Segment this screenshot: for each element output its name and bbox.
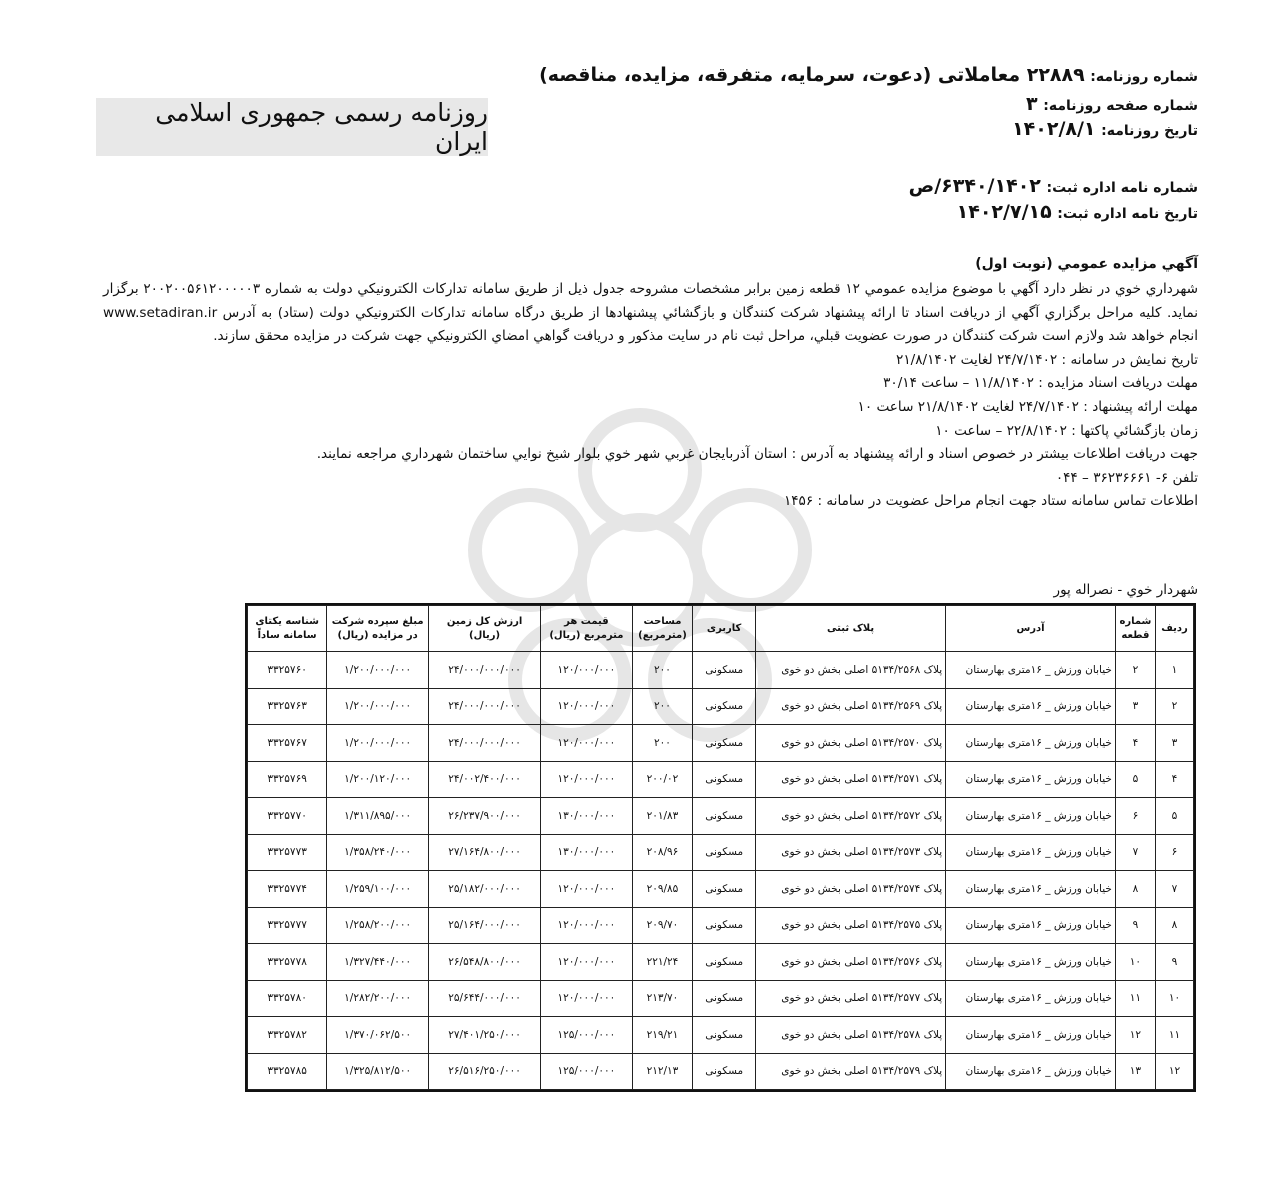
- cell-registry-plate: پلاک ۵۱۳۴/۲۵۷۳ اصلی بخش دو خوی: [756, 834, 946, 871]
- cell-deposit: ۱/۲۵۸/۲۰۰/۰۰۰: [327, 907, 429, 944]
- cell-total-value: ۲۷/۴۰۱/۲۵۰/۰۰۰: [429, 1017, 541, 1054]
- cell-lot-number: ۱۱: [1115, 980, 1155, 1017]
- page-number: [1026, 93, 1198, 115]
- cell-total-value: ۲۷/۱۶۴/۸۰۰/۰۰۰: [429, 834, 541, 871]
- cell-deposit: ۱/۲۰۰/۰۰۰/۰۰۰: [327, 652, 429, 689]
- page-number-label: شماره صفحه روزنامه:: [1043, 98, 1198, 114]
- page-number-value: ۳: [1026, 93, 1038, 115]
- cell-address: خیابان ورزش _ ۱۶متری بهارستان: [946, 1053, 1116, 1090]
- cell-sada-id: ۳۳۲۵۷۷۴: [248, 871, 327, 908]
- cell-registry-plate: پلاک ۵۱۳۴/۲۵۷۷ اصلی بخش دو خوی: [756, 980, 946, 1017]
- col-header-lot-number: شماره قطعه: [1115, 606, 1155, 652]
- registry-date-value: ۱۴۰۲/۷/۱۵: [956, 201, 1052, 223]
- cell-total-value: ۲۵/۱۸۲/۰۰۰/۰۰۰: [429, 871, 541, 908]
- cell-registry-plate: پلاک ۵۱۳۴/۲۵۷۰ اصلی بخش دو خوی: [756, 725, 946, 762]
- cell-address: خیابان ورزش _ ۱۶متری بهارستان: [946, 761, 1116, 798]
- cell-deposit: ۱/۲۰۰/۱۲۰/۰۰۰: [327, 761, 429, 798]
- cell-address: خیابان ورزش _ ۱۶متری بهارستان: [946, 944, 1116, 981]
- cell-sada-id: ۳۳۲۵۷۶۰: [248, 652, 327, 689]
- cell-total-value: ۲۵/۶۴۴/۰۰۰/۰۰۰: [429, 980, 541, 1017]
- cell-deposit: ۱/۳۱۱/۸۹۵/۰۰۰: [327, 798, 429, 835]
- registry-date-label: تاریخ نامه اداره ثبت:: [1057, 206, 1198, 222]
- cell-address: خیابان ورزش _ ۱۶متری بهارستان: [946, 834, 1116, 871]
- cell-lot-number: ۶: [1115, 798, 1155, 835]
- cell-total-value: ۲۶/۲۳۷/۹۰۰/۰۰۰: [429, 798, 541, 835]
- table-row: [248, 652, 1194, 689]
- newspaper-date-value: ۱۴۰۲/۸/۱: [1012, 118, 1096, 140]
- cell-area: ۲۱۹/۲۱: [632, 1017, 693, 1054]
- newspaper-date-label: تاریخ روزنامه:: [1101, 123, 1198, 139]
- cell-deposit: ۱/۳۷۰/۰۶۲/۵۰۰: [327, 1017, 429, 1054]
- cell-total-value: ۲۵/۱۶۴/۰۰۰/۰۰۰: [429, 907, 541, 944]
- cell-address: خیابان ورزش _ ۱۶متری بهارستان: [946, 907, 1116, 944]
- cell-area: ۲۰۹/۷۰: [632, 907, 693, 944]
- cell-sada-id: ۳۳۲۵۷۷۳: [248, 834, 327, 871]
- table-row: [248, 907, 1194, 944]
- notice-line-documents-deadline: مهلت دريافت اسناد مزايده : ۱۱/۸/۱۴۰۲ – ساعت ۳۰/۱۴: [883, 375, 1198, 392]
- cell-lot-number: ۱۰: [1115, 944, 1155, 981]
- cell-usage: مسکونی: [693, 944, 756, 981]
- table-row: [248, 761, 1194, 798]
- col-header-usage: کاربری: [693, 606, 756, 652]
- cell-row-number: ۵: [1155, 798, 1193, 835]
- col-header-address: آدرس: [946, 606, 1116, 652]
- cell-registry-plate: پلاک ۵۱۳۴/۲۵۷۹ اصلی بخش دو خوی: [756, 1053, 946, 1090]
- registry-letter-number: [909, 175, 1198, 197]
- cell-sada-id: ۳۳۲۵۷۶۹: [248, 761, 327, 798]
- cell-address: خیابان ورزش _ ۱۶متری بهارستان: [946, 725, 1116, 762]
- cell-address: خیابان ورزش _ ۱۶متری بهارستان: [946, 652, 1116, 689]
- col-header-sada-id: شناسه یکتای سامانه ساداً: [248, 606, 327, 652]
- newspaper-number-value: ۲۲۸۸۹ معاملاتی (دعوت، سرمایه، متفرقه، مزایده، مناقصه): [539, 64, 1085, 86]
- cell-price-per-meter: ۱۲۵/۰۰۰/۰۰۰: [541, 1017, 633, 1054]
- notice-line-bid-deadline: مهلت ارائه پيشنهاد : ۲۴/۷/۱۴۰۲ لغايت ۲۱/۸/۱۴۰۲ ساعت ۱۰: [857, 398, 1198, 415]
- cell-row-number: ۴: [1155, 761, 1193, 798]
- table-row: [248, 725, 1194, 762]
- cell-usage: مسکونی: [693, 652, 756, 689]
- cell-total-value: ۲۴/۰۰۰/۰۰۰/۰۰۰: [429, 688, 541, 725]
- cell-price-per-meter: ۱۲۰/۰۰۰/۰۰۰: [541, 980, 633, 1017]
- col-header-price-per-meter: قیمت هر مترمربع (ریال): [541, 606, 633, 652]
- cell-sada-id: ۳۳۲۵۷۷۸: [248, 944, 327, 981]
- cell-usage: مسکونی: [693, 871, 756, 908]
- cell-area: ۲۰۰: [632, 688, 693, 725]
- cell-lot-number: ۲: [1115, 652, 1155, 689]
- cell-sada-id: ۳۳۲۵۷۷۷: [248, 907, 327, 944]
- cell-area: ۲۰۰: [632, 725, 693, 762]
- cell-row-number: ۲: [1155, 688, 1193, 725]
- cell-registry-plate: پلاک ۵۱۳۴/۲۵۷۸ اصلی بخش دو خوی: [756, 1017, 946, 1054]
- cell-price-per-meter: ۱۲۰/۰۰۰/۰۰۰: [541, 944, 633, 981]
- notice-body: [103, 278, 1198, 514]
- cell-row-number: ۶: [1155, 834, 1193, 871]
- cell-sada-id: ۳۳۲۵۷۷۰: [248, 798, 327, 835]
- cell-area: ۲۰۱/۸۳: [632, 798, 693, 835]
- cell-usage: مسکونی: [693, 980, 756, 1017]
- newspaper-logo: روزنامه رسمی جمهوری اسلامی ایران: [96, 98, 488, 156]
- cell-area: ۲۰۹/۸۵: [632, 871, 693, 908]
- cell-deposit: ۱/۲۸۲/۲۰۰/۰۰۰: [327, 980, 429, 1017]
- cell-price-per-meter: ۱۲۰/۰۰۰/۰۰۰: [541, 761, 633, 798]
- cell-price-per-meter: ۱۲۵/۰۰۰/۰۰۰: [541, 1053, 633, 1090]
- cell-usage: مسکونی: [693, 834, 756, 871]
- notice-line-opening-time: زمان بازگشائي پاكتها : ۲۲/۸/۱۴۰۲ – ساعت ۱۰: [935, 422, 1198, 439]
- cell-registry-plate: پلاک ۵۱۳۴/۲۵۷۵ اصلی بخش دو خوی: [756, 907, 946, 944]
- cell-lot-number: ۳: [1115, 688, 1155, 725]
- cell-usage: مسکونی: [693, 1017, 756, 1054]
- notice-line-phone: تلفن ۶- ۳۶۲۳۶۶۶۱ – ۰۴۴: [1055, 469, 1198, 486]
- notice-line-address: جهت دريافت اطلاعات بيشتر در خصوص اسناد و ارائه پيشنهاد به آدرس : استان آذربايجان غربي شهر خوي بلوار شيخ نوايي ساختمان شهرداري مراجعه نمايند.: [316, 446, 1198, 463]
- mayor-signature: شهردار خوي - نصراله پور: [1053, 582, 1198, 598]
- notice-line-display-date: تاريخ نمايش در سامانه : ۲۴/۷/۱۴۰۲ لغايت ۲۱/۸/۱۴۰۲: [896, 351, 1198, 368]
- cell-usage: مسکونی: [693, 688, 756, 725]
- cell-lot-number: ۹: [1115, 907, 1155, 944]
- cell-registry-plate: پلاک ۵۱۳۴/۲۵۷۴ اصلی بخش دو خوی: [756, 871, 946, 908]
- table-header-row: [248, 606, 1194, 652]
- col-header-row-number: رديف: [1155, 606, 1193, 652]
- newspaper-number: [539, 64, 1198, 86]
- cell-price-per-meter: ۱۳۰/۰۰۰/۰۰۰: [541, 798, 633, 835]
- cell-row-number: ۱۰: [1155, 980, 1193, 1017]
- cell-area: ۲۲۱/۲۴: [632, 944, 693, 981]
- cell-area: ۲۱۳/۷۰: [632, 980, 693, 1017]
- cell-sada-id: ۳۳۲۵۷۶۳: [248, 688, 327, 725]
- cell-row-number: ۱۲: [1155, 1053, 1193, 1090]
- cell-price-per-meter: ۱۲۰/۰۰۰/۰۰۰: [541, 652, 633, 689]
- cell-total-value: ۲۶/۵۱۶/۲۵۰/۰۰۰: [429, 1053, 541, 1090]
- table-row: [248, 1017, 1194, 1054]
- cell-price-per-meter: ۱۲۰/۰۰۰/۰۰۰: [541, 907, 633, 944]
- cell-area: ۲۱۲/۱۳: [632, 1053, 693, 1090]
- cell-area: ۲۰۸/۹۶: [632, 834, 693, 871]
- col-header-deposit: مبلغ سپرده شرکت در مزایده (ریال): [327, 606, 429, 652]
- cell-lot-number: ۱۳: [1115, 1053, 1155, 1090]
- cell-lot-number: ۴: [1115, 725, 1155, 762]
- table-row: [248, 980, 1194, 1017]
- cell-row-number: ۱۱: [1155, 1017, 1193, 1054]
- cell-usage: مسکونی: [693, 761, 756, 798]
- cell-registry-plate: پلاک ۵۱۳۴/۲۵۶۸ اصلی بخش دو خوی: [756, 652, 946, 689]
- cell-area: ۲۰۰: [632, 652, 693, 689]
- cell-total-value: ۲۶/۵۴۸/۸۰۰/۰۰۰: [429, 944, 541, 981]
- cell-usage: مسکونی: [693, 907, 756, 944]
- cell-registry-plate: پلاک ۵۱۳۴/۲۵۷۱ اصلی بخش دو خوی: [756, 761, 946, 798]
- notice-title: آگهي مزايده عمومي (نوبت اول): [975, 256, 1198, 272]
- table-row: [248, 834, 1194, 871]
- table-row: [248, 944, 1194, 981]
- cell-price-per-meter: ۱۲۰/۰۰۰/۰۰۰: [541, 725, 633, 762]
- cell-address: خیابان ورزش _ ۱۶متری بهارستان: [946, 798, 1116, 835]
- cell-registry-plate: پلاک ۵۱۳۴/۲۵۶۹ اصلی بخش دو خوی: [756, 688, 946, 725]
- cell-sada-id: ۳۳۲۵۷۸۲: [248, 1017, 327, 1054]
- cell-total-value: ۲۴/۰۰۰/۰۰۰/۰۰۰: [429, 725, 541, 762]
- cell-deposit: ۱/۳۲۷/۴۴۰/۰۰۰: [327, 944, 429, 981]
- cell-usage: مسکونی: [693, 1053, 756, 1090]
- cell-row-number: ۷: [1155, 871, 1193, 908]
- col-header-total-value: ارزش کل زمین (ریال): [429, 606, 541, 652]
- registry-letter-date: [957, 201, 1198, 223]
- cell-row-number: ۱: [1155, 652, 1193, 689]
- cell-row-number: ۸: [1155, 907, 1193, 944]
- cell-total-value: ۲۴/۰۰۰/۰۰۰/۰۰۰: [429, 652, 541, 689]
- newspaper-date: [1012, 118, 1198, 140]
- notice-line-setad-contact: اطلاعات تماس سامانه ستاد جهت انجام مراحل عضويت در سامانه : ۱۴۵۶: [783, 493, 1198, 510]
- table-row: [248, 688, 1194, 725]
- registry-letter-label: شماره نامه اداره ثبت:: [1046, 180, 1198, 196]
- table-row: [248, 1053, 1194, 1090]
- col-header-registry-plate: پلاک ثبتی: [756, 606, 946, 652]
- auction-table: [247, 605, 1194, 1090]
- cell-usage: مسکونی: [693, 725, 756, 762]
- registry-letter-value: ۶۳۴۰/۱۴۰۲/ص: [908, 175, 1041, 197]
- cell-address: خیابان ورزش _ ۱۶متری بهارستان: [946, 980, 1116, 1017]
- cell-lot-number: ۷: [1115, 834, 1155, 871]
- cell-total-value: ۲۴/۰۰۲/۴۰۰/۰۰۰: [429, 761, 541, 798]
- cell-area: ۲۰۰/۰۲: [632, 761, 693, 798]
- cell-usage: مسکونی: [693, 798, 756, 835]
- cell-sada-id: ۳۳۲۵۷۸۰: [248, 980, 327, 1017]
- cell-deposit: ۱/۳۲۵/۸۱۲/۵۰۰: [327, 1053, 429, 1090]
- cell-deposit: ۱/۲۰۰/۰۰۰/۰۰۰: [327, 725, 429, 762]
- col-header-area: مساحت (مترمربع): [632, 606, 693, 652]
- cell-deposit: ۱/۲۰۰/۰۰۰/۰۰۰: [327, 688, 429, 725]
- cell-row-number: ۳: [1155, 725, 1193, 762]
- table-row: [248, 871, 1194, 908]
- cell-address: خیابان ورزش _ ۱۶متری بهارستان: [946, 688, 1116, 725]
- cell-deposit: ۱/۲۵۹/۱۰۰/۰۰۰: [327, 871, 429, 908]
- cell-lot-number: ۱۲: [1115, 1017, 1155, 1054]
- cell-price-per-meter: ۱۲۰/۰۰۰/۰۰۰: [541, 871, 633, 908]
- cell-lot-number: ۵: [1115, 761, 1155, 798]
- cell-price-per-meter: ۱۳۰/۰۰۰/۰۰۰: [541, 834, 633, 871]
- cell-lot-number: ۸: [1115, 871, 1155, 908]
- cell-registry-plate: پلاک ۵۱۳۴/۲۵۷۶ اصلی بخش دو خوی: [756, 944, 946, 981]
- cell-deposit: ۱/۳۵۸/۲۴۰/۰۰۰: [327, 834, 429, 871]
- cell-row-number: ۹: [1155, 944, 1193, 981]
- notice-paragraph: شهرداري خوي در نظر دارد آگهي با موضوع مزايده عمومي ۱۲ قطعه زمين برابر مشخصات مشروحه جدول ذيل از طريق سامانه تداركات الكترونيكي دولت به شماره ۲۰۰۲۰۰۵۶۱۲۰۰۰۰۰۳ برگزار نمايد. كليه مراحل برگزاري آگهي از دريافت اسناد تا ارائه پيشنهاد شركت كنندگان و بازگشائي پيشنهادها از طريق درگاه سامانه تداركات الكترونيكي دولت (ستاد) به آدرس www.setadiran.ir انجام خواهد شد ولازم است شركت كنندگان در صورت عضويت قبلي، مراحل ثبت نام در سايت مذكور و دريافت گواهي امضاي الكترونيكي جهت شركت در مزايده محقق سازند.: [103, 281, 1198, 345]
- cell-registry-plate: پلاک ۵۱۳۴/۲۵۷۲ اصلی بخش دو خوی: [756, 798, 946, 835]
- cell-address: خیابان ورزش _ ۱۶متری بهارستان: [946, 1017, 1116, 1054]
- table-row: [248, 798, 1194, 835]
- cell-sada-id: ۳۳۲۵۷۸۵: [248, 1053, 327, 1090]
- newspaper-number-label: شماره روزنامه:: [1090, 69, 1198, 85]
- cell-address: خیابان ورزش _ ۱۶متری بهارستان: [946, 871, 1116, 908]
- cell-price-per-meter: ۱۲۰/۰۰۰/۰۰۰: [541, 688, 633, 725]
- cell-sada-id: ۳۳۲۵۷۶۷: [248, 725, 327, 762]
